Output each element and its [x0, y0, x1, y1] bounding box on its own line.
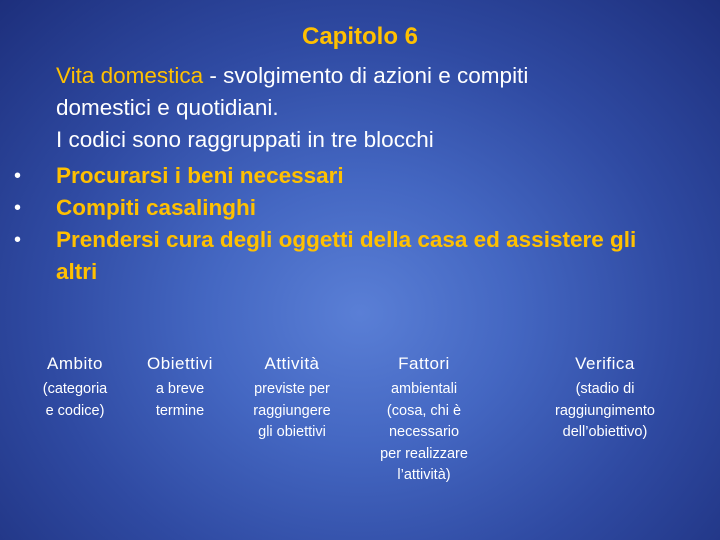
- description-line: per realizzare: [380, 445, 468, 462]
- intro-line-3: I codici sono raggruppati in tre blocchi: [56, 127, 434, 152]
- description-line: e codice): [45, 402, 105, 419]
- column-verifica: [530, 352, 680, 444]
- description-line: raggiungimento: [555, 402, 655, 419]
- intro-line-1: [56, 60, 696, 92]
- description-line: termine: [155, 402, 205, 419]
- bullet-marker: •: [14, 229, 22, 251]
- column-heading: Verifica: [575, 354, 635, 373]
- column-heading: Ambito: [47, 354, 103, 373]
- column-description: [530, 379, 680, 444]
- column-heading: Obiettivi: [147, 354, 213, 373]
- column-description: [354, 379, 494, 487]
- bullet-item: [0, 192, 676, 224]
- bullet-text: Procurarsi i beni necessari: [56, 163, 344, 188]
- column-description: [222, 379, 362, 444]
- description-line: l’attività): [397, 467, 451, 483]
- description-line: dell’obiettivo): [562, 424, 648, 440]
- bullet-text: Prendersi cura degli oggetti della casa ed assistere gli altri: [56, 227, 637, 284]
- bullet-item: [0, 224, 676, 288]
- bullet-marker: •: [14, 197, 22, 219]
- bullet-text: Compiti casalinghi: [56, 195, 257, 220]
- bullet-item: [0, 160, 676, 192]
- column-heading: Fattori: [398, 354, 450, 373]
- description-line: previste per: [254, 381, 330, 397]
- intro-line-2: domestici e quotidiani.: [56, 95, 279, 120]
- description-line: (stadio di: [575, 381, 635, 397]
- column-fattori: [354, 352, 494, 487]
- description-line: raggiungere: [253, 402, 331, 419]
- description-line: ambientali: [390, 381, 458, 397]
- description-line: a breve: [155, 381, 205, 397]
- intro-highlight: Vita domestica: [56, 63, 204, 88]
- description-line: gli obiettivi: [258, 424, 326, 440]
- bullet-marker: •: [14, 165, 22, 187]
- slide-title: Capitolo 6: [301, 23, 418, 50]
- description-line: (categoria: [42, 381, 108, 397]
- column-heading: Attività: [264, 354, 320, 373]
- description-line: (cosa, chi è: [386, 402, 462, 419]
- intro-line-1-rest: - svolgimento di azioni e compiti: [203, 63, 529, 88]
- intro-text: [56, 60, 696, 156]
- description-line: necessario: [388, 424, 460, 440]
- bullet-list: [0, 160, 720, 288]
- column-attivita: [222, 352, 362, 444]
